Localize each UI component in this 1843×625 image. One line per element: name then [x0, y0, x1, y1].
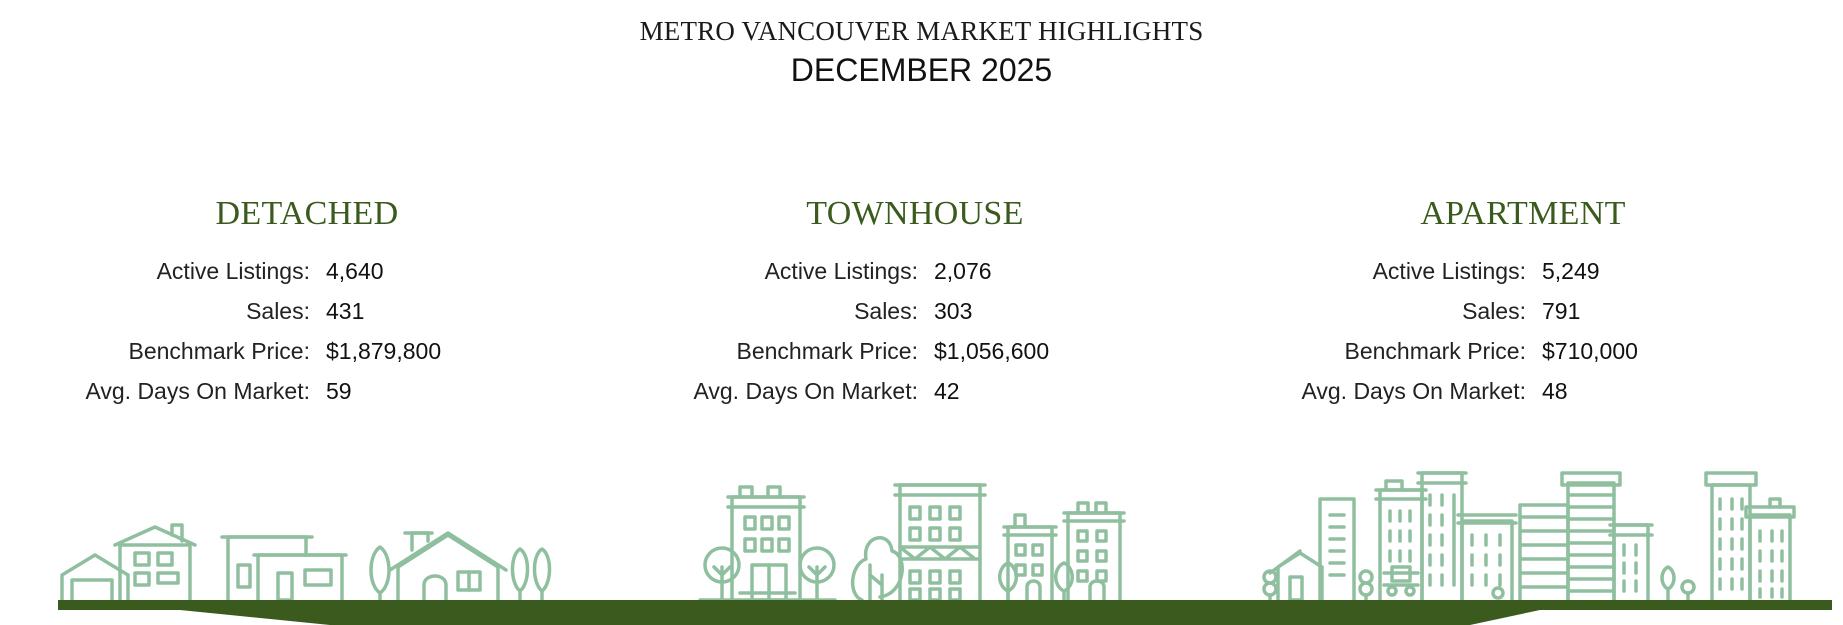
stat-label: Sales:	[1462, 297, 1526, 324]
apartment-building-icon	[1458, 515, 1516, 600]
stat-label: Avg. Days On Market:	[693, 377, 918, 404]
stat-value: $710,000	[1542, 337, 1638, 364]
stat-row-sales	[608, 291, 1222, 331]
stat-label: Sales:	[246, 297, 310, 324]
house-icon	[222, 537, 346, 600]
stat-value: 791	[1542, 297, 1581, 324]
apartment-building-icon	[1270, 499, 1354, 600]
stat-label: Sales:	[854, 297, 918, 324]
stat-row-benchmark-price	[1216, 331, 1830, 371]
stat-label: Active Listings:	[156, 257, 310, 284]
section-title-townhouse: TOWNHOUSE	[806, 195, 1024, 232]
stat-value: 5,249	[1542, 257, 1600, 284]
stat-value: 42	[934, 377, 960, 404]
stat-value: 4,640	[326, 257, 384, 284]
stat-row-active-listings	[608, 251, 1222, 291]
stat-value: 303	[934, 297, 973, 324]
skyline-illustration	[0, 455, 1843, 605]
apartment-section	[1216, 195, 1830, 411]
stat-value: 2,076	[934, 257, 992, 284]
stat-value: 48	[1542, 377, 1568, 404]
ground-banner	[0, 600, 1843, 625]
stat-label: Benchmark Price:	[1344, 337, 1526, 364]
tree-icon	[513, 549, 550, 600]
tree-icon	[1264, 571, 1372, 600]
section-title-apartment: APARTMENT	[1420, 195, 1626, 232]
apartment-building-icon	[1520, 473, 1652, 600]
stat-row-sales	[1216, 291, 1830, 331]
tree-icon	[705, 548, 739, 600]
townhouse-icon	[895, 485, 985, 600]
stat-row-benchmark-price	[608, 331, 1222, 371]
stat-value: $1,056,600	[934, 337, 1050, 364]
tree-icon	[800, 548, 834, 600]
stat-label: Benchmark Price:	[128, 337, 310, 364]
stat-label: Benchmark Price:	[736, 337, 918, 364]
stat-label: Avg. Days On Market:	[85, 377, 310, 404]
stat-row-active-listings	[0, 251, 614, 291]
apartment-building-icon	[1706, 473, 1794, 600]
section-title-detached: DETACHED	[215, 195, 399, 232]
stat-label: Active Listings:	[764, 257, 918, 284]
stat-row-avg-days	[608, 371, 1222, 411]
stat-label: Avg. Days On Market:	[1301, 377, 1526, 404]
stat-value: $1,879,800	[326, 337, 442, 364]
tree-icon	[371, 547, 389, 600]
stat-row-avg-days	[0, 371, 614, 411]
stat-value: 59	[326, 377, 352, 404]
stat-row-active-listings	[1216, 251, 1830, 291]
apartment-building-icon	[1376, 473, 1466, 600]
page-title: METRO VANCOUVER MARKET HIGHLIGHTS	[639, 16, 1204, 46]
tree-icon	[1662, 567, 1694, 600]
stat-row-sales	[0, 291, 614, 331]
townhouse-section	[608, 195, 1222, 411]
stat-value: 431	[326, 297, 365, 324]
house-icon	[62, 525, 195, 600]
report-period: DECEMBER 2025	[790, 52, 1053, 88]
stat-label: Active Listings:	[1372, 257, 1526, 284]
stat-row-benchmark-price	[0, 331, 614, 371]
tree-icon	[853, 538, 903, 600]
house-icon	[390, 533, 506, 600]
townhouse-icon	[1004, 503, 1124, 600]
detached-section	[0, 195, 614, 411]
stat-row-avg-days	[1216, 371, 1830, 411]
